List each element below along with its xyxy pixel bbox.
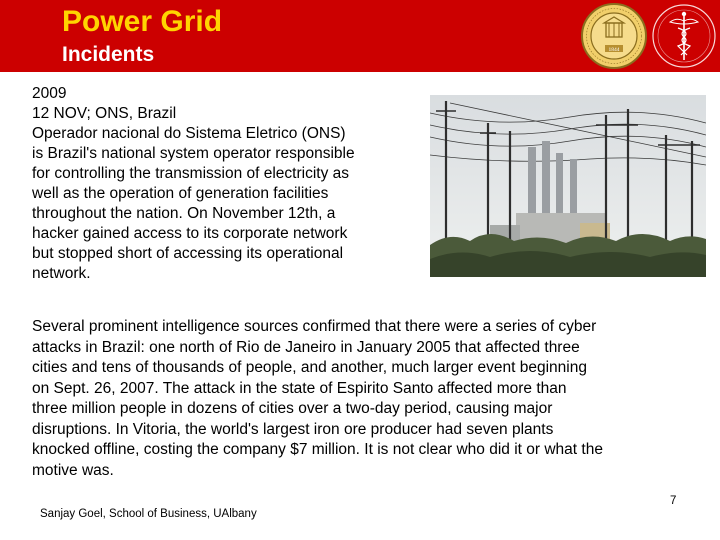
- paragraph-line: on Sept. 26, 2007. The attack in the state of Espirito Santo affected more than: [32, 379, 567, 397]
- page-number: 7: [670, 495, 677, 507]
- intro-line: for controlling the transmission of electricity as: [32, 165, 350, 182]
- power-plant-photo: [430, 95, 706, 277]
- incident-summary: [32, 84, 417, 284]
- intro-line: well as the operation of generation facilities: [32, 185, 329, 202]
- paragraph-line: cities and tens of thousands of people, and another, much larger event beginning: [32, 359, 587, 376]
- intro-line: network.: [32, 265, 91, 282]
- incident-date-location: 12 NOV; ONS, Brazil: [32, 105, 177, 122]
- intro-line: hacker gained access to its corporate network: [32, 225, 348, 242]
- paragraph-line: disruptions. In Vitoria, the world's largest iron ore producer had seven plants: [32, 420, 554, 438]
- paragraph-line: Several prominent intelligence sources confirmed that there were a series of cyber: [32, 318, 597, 335]
- intro-line: Operador nacional do Sistema Eletrico (ONS): [32, 125, 346, 142]
- paragraph-line: attacks in Brazil: one north of Rio de Janeiro in January 2005 that affected three: [32, 338, 580, 356]
- attacks-paragraph: [32, 317, 712, 481]
- paragraph-line: knocked offline, costing the company $7 million. It is not clear who did it or what the: [32, 441, 603, 458]
- incident-year: 2009: [32, 85, 67, 102]
- header-bar: [0, 0, 720, 72]
- paragraph-line: three million people in dozens of cities over a two-day period, causing major: [32, 400, 553, 417]
- footer-author: Sanjay Goel, School of Business, UAlbany: [40, 508, 257, 520]
- slide-title: Power Grid: [62, 5, 223, 38]
- university-seal-icon: [580, 2, 648, 70]
- paragraph-line: motive was.: [32, 461, 114, 479]
- seal-year: 1844: [608, 47, 620, 53]
- intro-line: throughout the nation. On November 12th, a: [32, 205, 336, 222]
- intro-line: but stopped short of accessing its operational: [32, 245, 344, 262]
- intro-line: is Brazil's national system operator responsible: [32, 145, 355, 162]
- slide-subtitle: Incidents: [62, 43, 155, 66]
- caduceus-emblem-icon: [650, 2, 718, 70]
